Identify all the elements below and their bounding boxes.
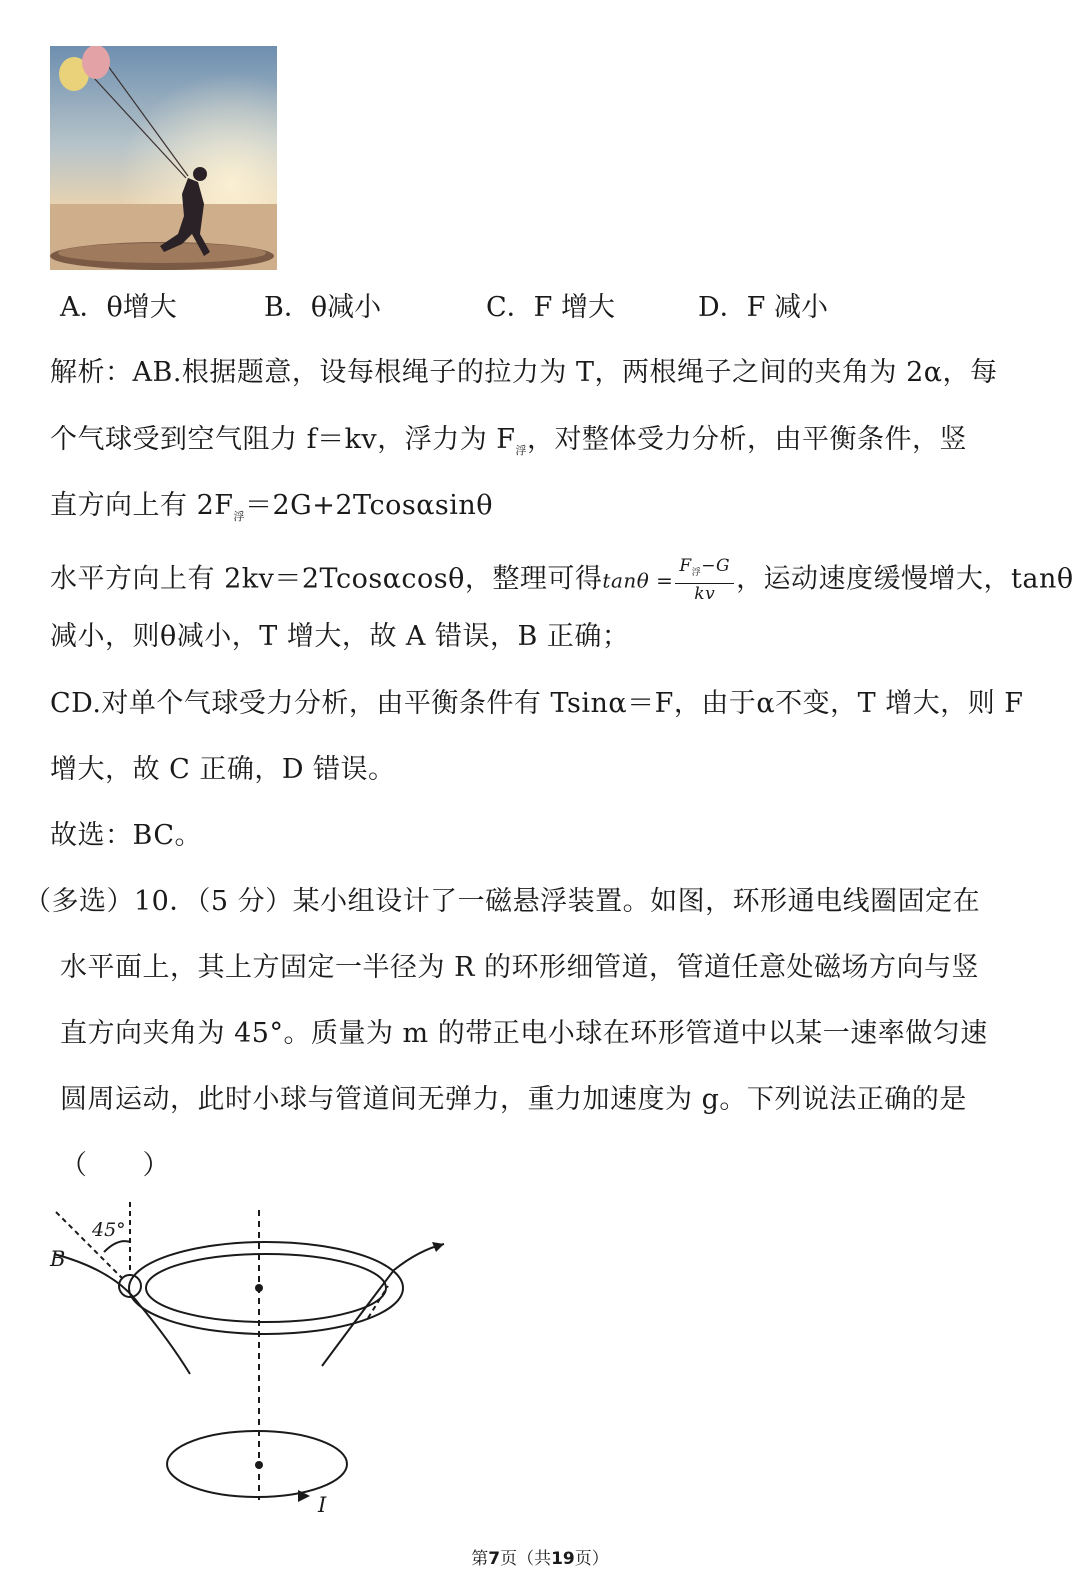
balloon-runner-photo — [50, 46, 277, 270]
total-pages: 19 — [551, 1549, 575, 1569]
option-d: D．F 减小 — [698, 292, 828, 323]
question-bracket: （ ） — [60, 1150, 170, 1181]
analysis-line-2: 个气球受到空气阻力 f＝kv，浮力为 $F_浮$，对整体受力分析，由平衡条件，竖 — [50, 424, 968, 457]
analysis-answer: 故选：BC。 — [50, 820, 203, 851]
option-c: C．F 增大 — [486, 292, 615, 323]
page-footer: 第7页（共19页） — [471, 1549, 609, 1569]
question-line-4: 圆周运动，此时小球与管道间无弹力，重力加速度为 g。下列说法正确的是 — [60, 1084, 967, 1115]
b-field-label: B — [50, 1247, 66, 1271]
angle-label: 45° — [92, 1219, 126, 1241]
magnetic-levitation-diagram — [44, 1200, 464, 1530]
option-b: B．θ减小 — [264, 292, 382, 323]
analysis-line-1: 解析：AB.根据题意，设每根绳子的拉力为 T，两根绳子之间的夹角为 2α，每 — [50, 357, 998, 388]
analysis-line-4: 水平方向上有 2kv＝2Tcosαcosθ，整理可得tanθ = $\frac{F_浮-G}{kv}$ ，运动速度缓慢增大，tanθ — [50, 556, 1074, 604]
tan-equation: tanθ = — [602, 568, 674, 593]
analysis-line-5: 减小，则θ减小，T 增大，故 A 错误，B 正确； — [50, 621, 630, 652]
current-label: I — [318, 1493, 327, 1517]
analysis-line-3: 直方向上有 $2F_浮=2G+2Tcos\alpha\sin\theta$ — [50, 490, 494, 523]
question-line-2: 水平面上，其上方固定一半径为 R 的环形细管道，管道任意处磁场方向与竖 — [60, 952, 979, 983]
page-number: 7 — [488, 1549, 501, 1569]
question-line-1: （多选）10．（5 分）某小组设计了一磁悬浮装置。如图，环形通电线圈固定在 — [24, 886, 981, 917]
option-a: A．θ增大 — [60, 292, 177, 323]
question-line-3: 直方向夹角为 45°。质量为 m 的带正电小球在环形管道中以某一速率做匀速 — [60, 1018, 988, 1049]
fraction: $\frac{F_浮-G}{kv}$ — [675, 556, 734, 604]
analysis-line-7: 增大，故 C 正确，D 错误。 — [50, 754, 396, 785]
analysis-line-6: CD.对单个气球受力分析，由平衡条件有 Tsinα＝F，由于α不变，T 增大，则 F — [50, 688, 1024, 719]
